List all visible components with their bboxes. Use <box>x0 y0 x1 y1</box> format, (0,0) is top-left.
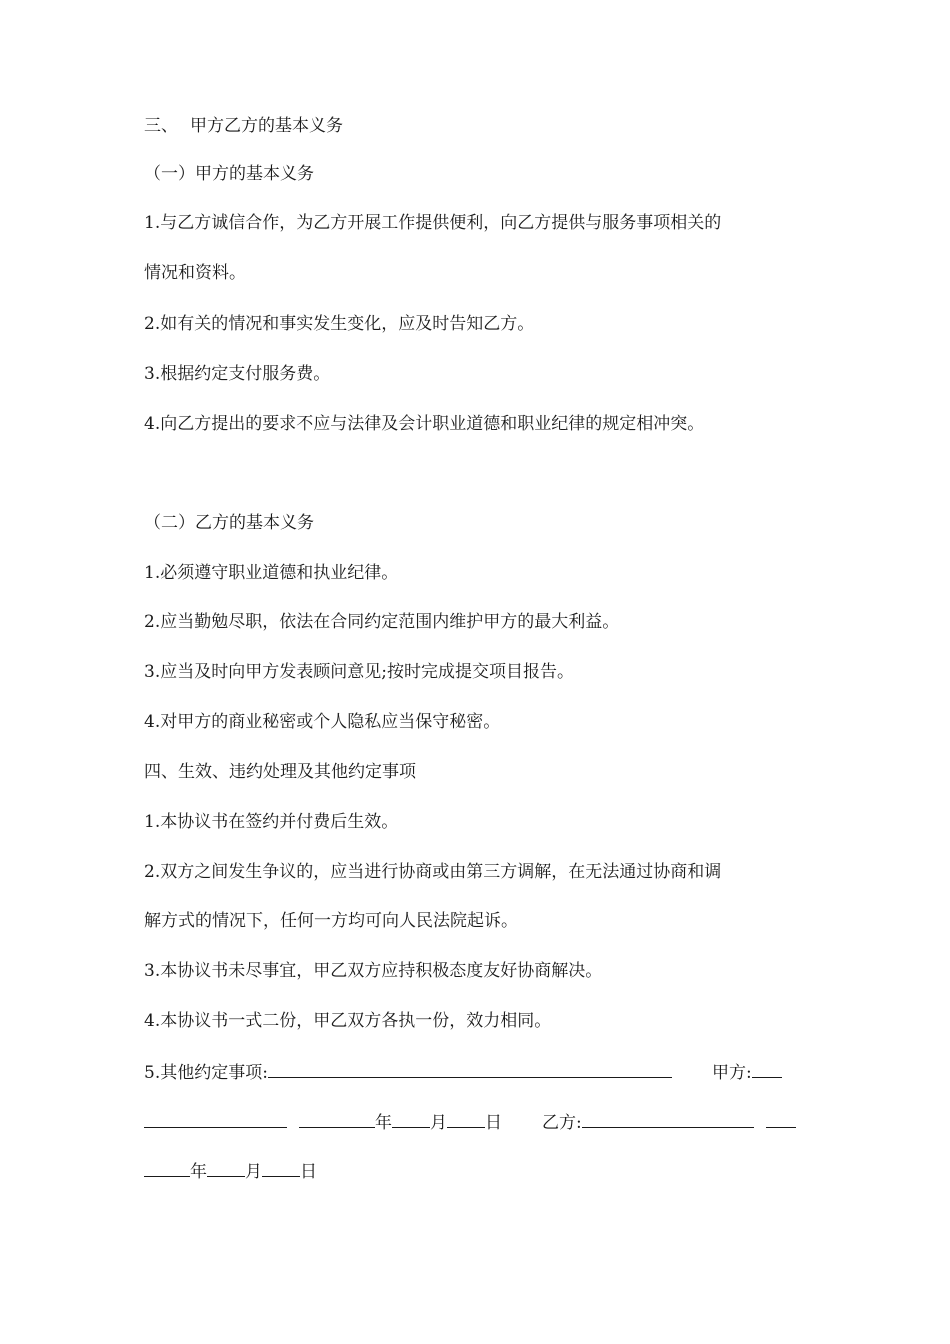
other-terms-blank[interactable] <box>268 1059 672 1078</box>
party-a-duty-2: 2.如有关的情况和事实发生变化，应及时告知乙方。 <box>144 314 535 334</box>
term-2-cont: 解方式的情况下，任何一方均可向人民法院起诉。 <box>144 911 518 931</box>
day-label-2: 日 <box>300 1162 317 1182</box>
month-label-2: 月 <box>245 1162 262 1182</box>
party-b-duty-1: 1.必须遵守职业道德和执业纪律。 <box>144 563 399 583</box>
term-5-label: 5.其他约定事项: <box>144 1063 268 1083</box>
party-a-year-blank[interactable] <box>299 1109 375 1128</box>
signature-line-a <box>144 1109 814 1135</box>
section-3-heading <box>144 114 814 138</box>
term-3: 3.本协议书未尽事宜，甲乙双方应持积极态度友好协商解决。 <box>144 961 603 981</box>
term-5-line <box>144 1059 814 1085</box>
section-4-heading: 四、生效、违约处理及其他约定事项 <box>144 762 416 782</box>
party-a-duty-1: 1.与乙方诚信合作，为乙方开展工作提供便利，向乙方提供与服务事项相关的 <box>144 213 722 233</box>
party-a-month-blank[interactable] <box>392 1109 430 1128</box>
year-label: 年 <box>375 1113 392 1133</box>
section-3-title: 甲方乙方的基本义务 <box>190 116 343 136</box>
party-b-duty-3: 3.应当及时向甲方发表顾问意见;按时完成提交项目报告。 <box>144 662 574 682</box>
term-1: 1.本协议书在签约并付费后生效。 <box>144 812 399 832</box>
party-a-duty-3: 3.根据约定支付服务费。 <box>144 364 331 384</box>
party-a-duty-1-cont: 情况和资料。 <box>144 263 246 283</box>
party-b-name-blank[interactable] <box>582 1109 754 1128</box>
subsection-a-heading: （一）甲方的基本义务 <box>144 164 314 184</box>
year-label-2: 年 <box>190 1162 207 1182</box>
party-b-day-blank[interactable] <box>262 1158 300 1177</box>
party-a-duty-4: 4.向乙方提出的要求不应与法律及会计职业道德和职业纪律的规定相冲突。 <box>144 414 705 434</box>
day-label: 日 <box>485 1113 502 1133</box>
term-4: 4.本协议书一式二份，甲乙双方各执一份，效力相同。 <box>144 1011 552 1031</box>
signature-line-b <box>144 1158 814 1184</box>
party-a-label: 甲方: <box>711 1063 752 1083</box>
party-b-month-blank[interactable] <box>207 1158 245 1177</box>
party-a-name-blank[interactable] <box>144 1109 287 1128</box>
party-b-year-blank[interactable] <box>144 1158 190 1177</box>
party-a-blank[interactable] <box>752 1059 782 1078</box>
subsection-b-heading: （二）乙方的基本义务 <box>144 513 314 533</box>
section-3-number: 三、 <box>144 116 178 136</box>
party-b-duty-4: 4.对甲方的商业秘密或个人隐私应当保守秘密。 <box>144 712 501 732</box>
party-b-duty-2: 2.应当勤勉尽职，依法在合同约定范围内维护甲方的最大利益。 <box>144 612 620 632</box>
party-a-day-blank[interactable] <box>447 1109 485 1128</box>
month-label: 月 <box>430 1113 447 1133</box>
party-b-label: 乙方: <box>542 1113 582 1133</box>
term-2: 2.双方之间发生争议的，应当进行协商或由第三方调解，在无法通过协商和调 <box>144 862 722 882</box>
party-b-name-blank-2[interactable] <box>766 1109 796 1128</box>
